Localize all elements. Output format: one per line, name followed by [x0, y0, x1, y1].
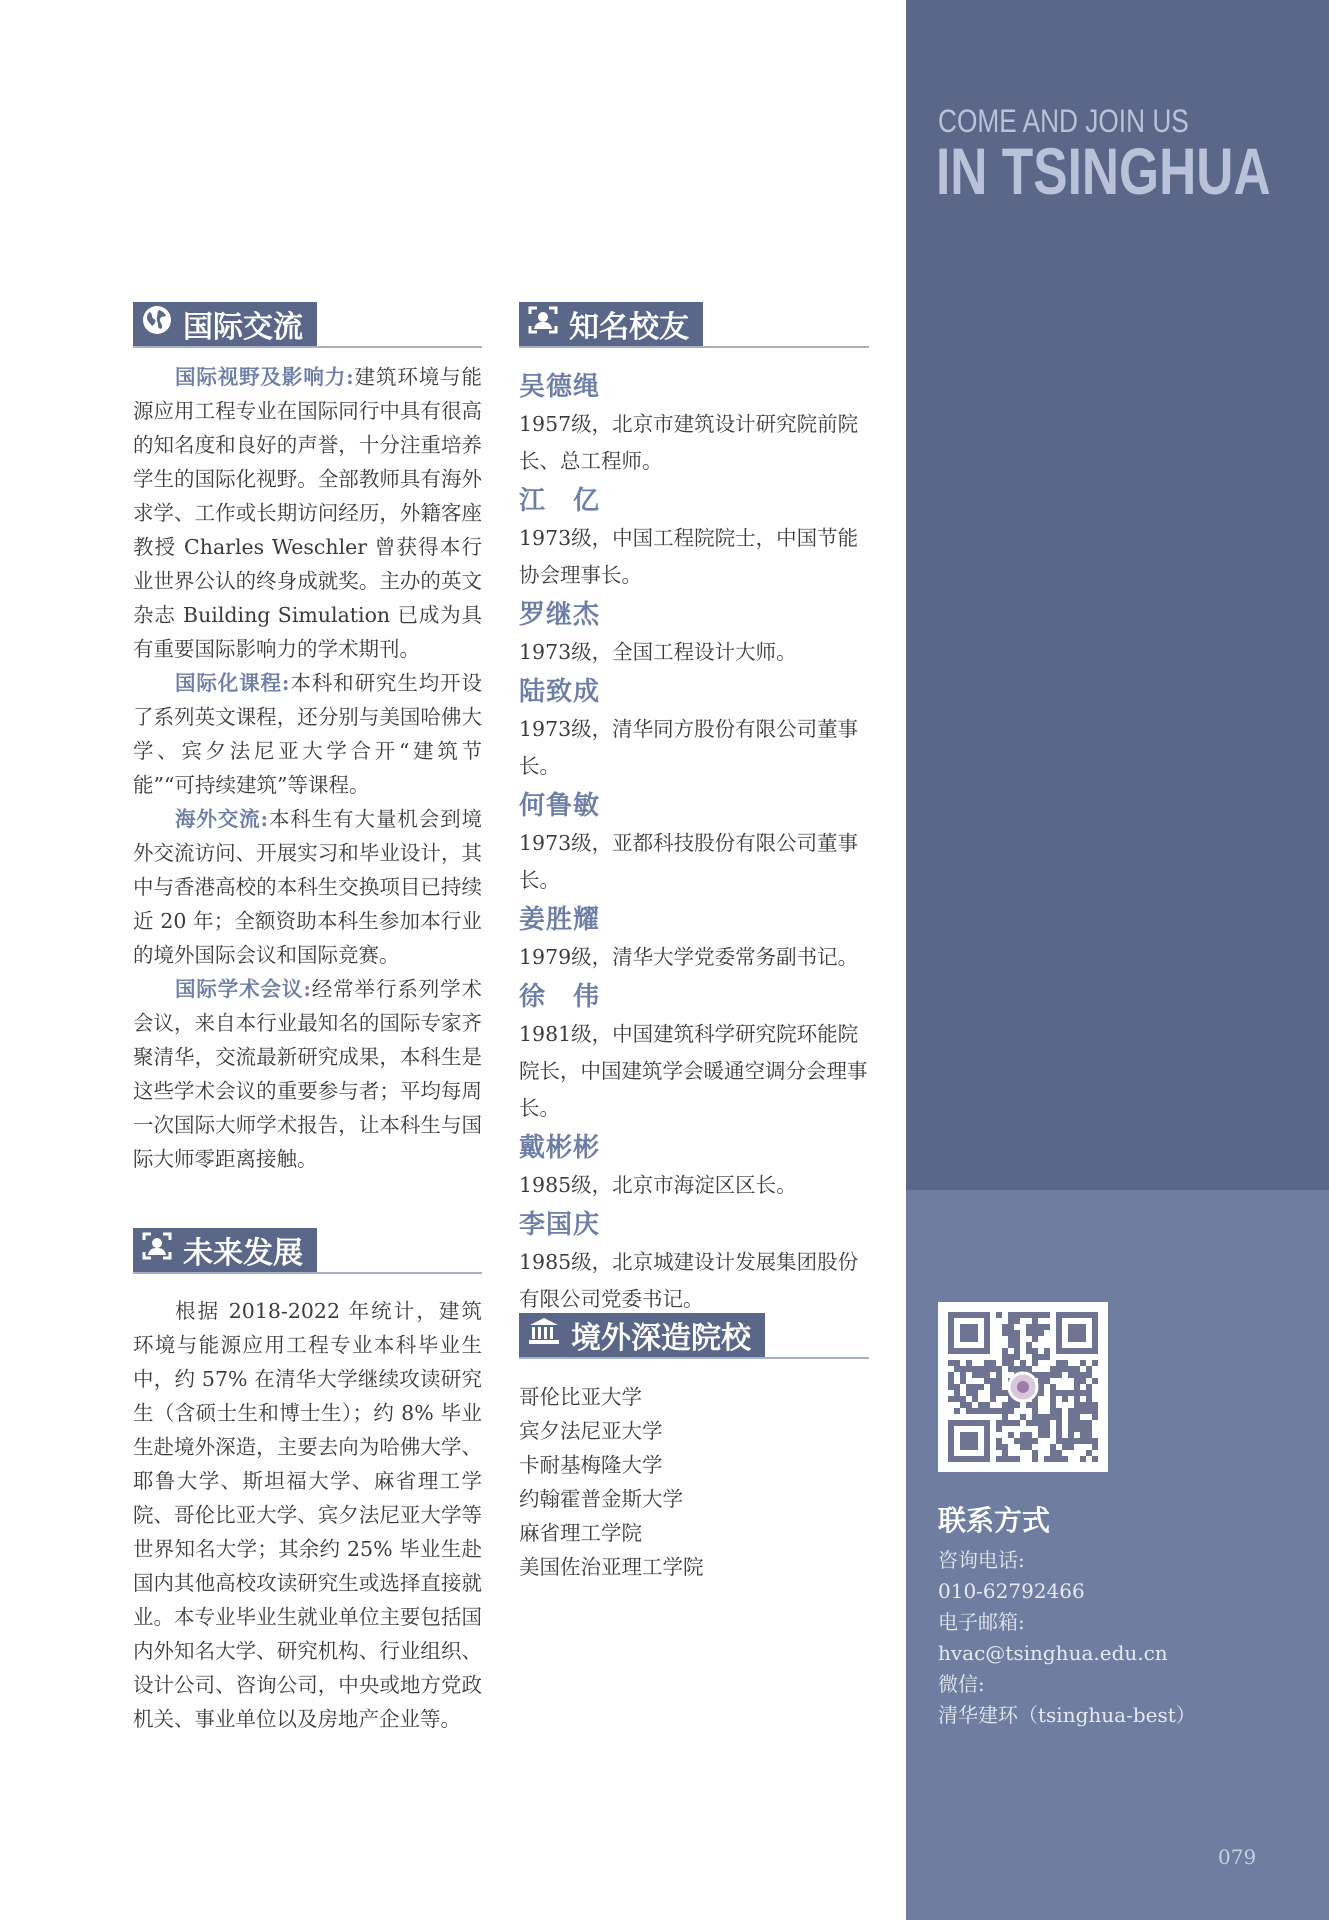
contact-block — [938, 1497, 1298, 1731]
paragraph — [133, 666, 482, 802]
alumni-desc: 1981级，中国建筑科学研究院环能院院长，中国建筑学会暖通空调分会理事长。 — [519, 1022, 868, 1120]
future-body — [133, 1294, 482, 1736]
school-item: 美国佐治亚理工学院 — [519, 1555, 704, 1579]
wechat-label: 微信: — [938, 1672, 985, 1696]
building-icon — [527, 1315, 571, 1355]
paragraph-lead: 国际化课程: — [175, 671, 290, 695]
international-body — [133, 360, 482, 1176]
alumni-name: 吴德绳 — [519, 372, 601, 402]
future-paragraph: 根据 2018-2022 年统计，建筑环境与能源应用工程专业本科毕业生中，约 57% 在清华大学继续攻读研究生（含硕士生和博士生）；约 8% 毕业生赴境外深造，主要去向为哈佛大学、耶鲁大学、斯坦福大学、麻省理工学院、哥伦比亚大学、宾夕法尼亚大学等世界知名大学；其余约 25% 毕业生赴国内其他高校攻读研究生或选择直接就业。本专业毕业生就业单位主要包括国内外知名大学、研究机构、行业组织、设计公司、咨询公司，中央或地方党政机关、事业单位以及房地产企业等。 — [133, 1299, 482, 1731]
school-item: 卡耐基梅隆大学 — [519, 1453, 663, 1477]
globe-icon — [141, 304, 183, 344]
person-focus-icon — [141, 1230, 183, 1270]
alumni-desc: 1985级，北京市海淀区区长。 — [519, 1173, 797, 1197]
page-number: 079 — [1218, 1845, 1257, 1869]
section-title-alumni: 知名校友 — [569, 310, 689, 345]
paragraph — [133, 972, 482, 1176]
email-label: 电子邮箱: — [938, 1610, 1025, 1634]
alumni-list — [519, 368, 869, 1320]
school-item: 哥伦比亚大学 — [519, 1385, 642, 1409]
alumni-desc: 1973级，全国工程设计大师。 — [519, 640, 797, 664]
alumni-desc: 1985级，北京城建设计发展集团股份有限公司党委书记。 — [519, 1250, 859, 1311]
school-item: 麻省理工学院 — [519, 1521, 642, 1545]
section-title-future: 未来发展 — [183, 1236, 303, 1271]
banner-line-1: COME AND JOIN US — [938, 103, 1189, 139]
paragraph-text: 本科生有大量机会到境外交流访问、开展实习和毕业设计，其中与香港高校的本科生交换项目已持续近 20 年；全额资助本科生参加本行业的境外国际会议和国际竞赛。 — [133, 807, 482, 967]
banner-line-2: IN TSINGHUA — [936, 134, 1271, 208]
section-header-alumni — [519, 302, 869, 348]
alumni-name: 徐 伟 — [519, 982, 601, 1012]
paragraph — [133, 360, 482, 666]
paragraph-text: 建筑环境与能源应用工程专业在国际同行中具有很高的知名度和良好的声誉，十分注重培养学生的国际化视野。全部教师具有海外求学、工作或长期访问经历，外籍客座教授 Charles Weschler 曾获得本行业世界公认的终身成就奖。主办的英文杂志 Building Simulation 已成为具有重要国际影响力的学术期刊。 — [133, 365, 482, 661]
section-header-schools — [519, 1313, 869, 1359]
section-title-international: 国际交流 — [183, 310, 303, 345]
alumni-desc: 1973级，中国工程院院士，中国节能协会理事长。 — [519, 526, 859, 587]
qr-code-graphic — [938, 1302, 1108, 1472]
alumni-name: 姜胜耀 — [519, 905, 601, 935]
contact-title: 联系方式 — [938, 1504, 1051, 1537]
alumni-desc: 1979级，清华大学党委常务副书记。 — [519, 945, 859, 969]
section-title-schools: 境外深造院校 — [571, 1321, 751, 1356]
section-tag-international — [133, 302, 317, 346]
phone-number: 010-62792466 — [938, 1579, 1085, 1603]
schools-list — [519, 1380, 869, 1584]
section-header-international — [133, 302, 482, 348]
email-address: hvac@tsinghua.edu.cn — [938, 1641, 1168, 1665]
paragraph-lead: 国际学术会议: — [175, 977, 311, 1001]
alumni-name: 江 亿 — [519, 486, 601, 516]
alumni-desc: 1973级，清华同方股份有限公司董事长。 — [519, 717, 859, 778]
phone-label: 咨询电话: — [938, 1548, 1025, 1572]
person-focus-icon — [527, 304, 569, 344]
section-tag-alumni — [519, 302, 703, 346]
section-tag-schools — [519, 1313, 765, 1357]
paragraph-lead: 海外交流: — [175, 807, 269, 831]
alumni-desc: 1973级，亚都科技股份有限公司董事长。 — [519, 831, 859, 892]
alumni-name: 何鲁敏 — [519, 791, 601, 821]
wechat-account: 清华建环（tsinghua-best） — [938, 1703, 1196, 1727]
alumni-name: 陆致成 — [519, 677, 601, 707]
paragraph-text: 本科和研究生均开设了系列英文课程，还分别与美国哈佛大学、宾夕法尼亚大学合开“建筑节能”“可持续建筑”等课程。 — [133, 671, 483, 797]
school-item: 约翰霍普金斯大学 — [519, 1487, 683, 1511]
section-tag-future — [133, 1228, 317, 1272]
paragraph-lead: 国际视野及影响力: — [175, 365, 354, 389]
paragraph-text: 经常举行系列学术会议，来自本行业最知名的国际专家齐聚清华，交流最新研究成果，本科生是这些学术会议的重要参与者；平均每周一次国际大师学术报告，让本科生与国际大师零距离接触。 — [133, 977, 482, 1171]
alumni-name: 罗继杰 — [519, 600, 601, 630]
paragraph — [133, 802, 482, 972]
section-header-future — [133, 1228, 482, 1274]
alumni-name: 李国庆 — [519, 1210, 601, 1240]
alumni-desc: 1957级，北京市建筑设计研究院前院长、总工程师。 — [519, 412, 859, 473]
qr-code — [938, 1302, 1108, 1472]
school-item: 宾夕法尼亚大学 — [519, 1419, 663, 1443]
alumni-name: 戴彬彬 — [519, 1133, 601, 1163]
